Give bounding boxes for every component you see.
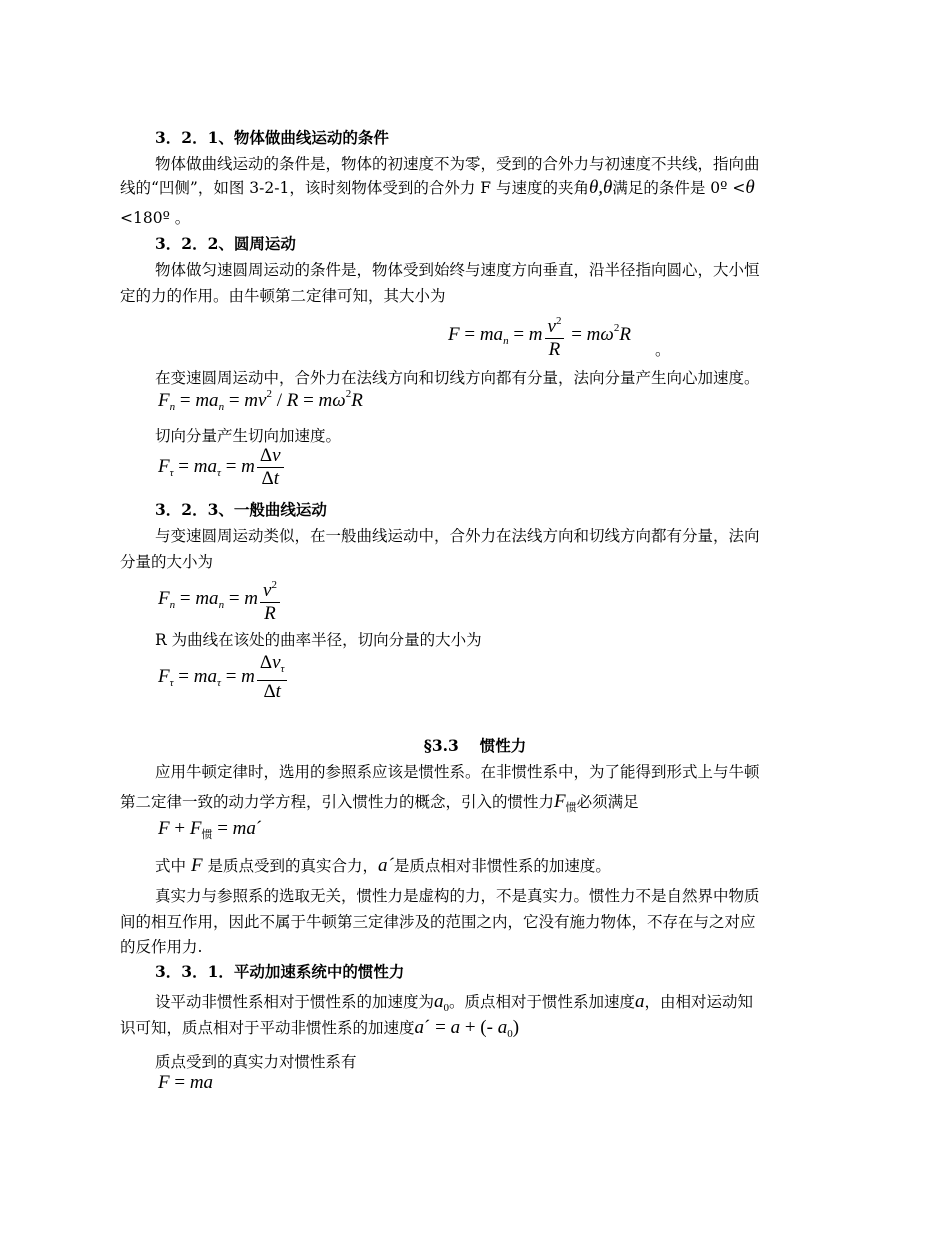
symbol-F: F bbox=[190, 855, 203, 876]
paragraph-line: 切向分量产生切向加速度。 bbox=[155, 427, 342, 445]
formula-normal-component: $F_n = ma_n = m$ $\frac{v^2}{R}$ bbox=[158, 574, 282, 625]
section-heading-3-2-1: 3．2．1、物体做曲线运动的条件 bbox=[155, 128, 389, 147]
period: 。 bbox=[655, 341, 671, 359]
text-run: 线的“凹侧”，如图 3-2-1，该时刻物体受到的合外力 F 与速度的夹角 bbox=[120, 179, 589, 197]
text-run: 设平动非惯性系相对于惯性系的加速度为 bbox=[155, 993, 435, 1011]
formula-relative-acceleration: a´ = a + (- $a_0$) bbox=[414, 1017, 520, 1040]
theta-symbol: θ bbox=[745, 177, 755, 198]
section-title-3-3: §3.3 惯性力 bbox=[423, 736, 527, 755]
text-run: 必须满足 bbox=[576, 793, 639, 811]
paragraph-line: 定的力的作用。由牛顿第二定律可知，其大小为 bbox=[120, 287, 446, 305]
paragraph-line: 与变速圆周运动类似，在一般曲线运动中，合外力在法线方向和切线方向都有分量，法向 bbox=[155, 527, 760, 545]
section-heading-3-2-2: 3．2．2、圆周运动 bbox=[155, 234, 296, 253]
paragraph-line: 在变速圆周运动中，合外力在法线方向和切线方向都有分量，法向分量产生向心加速度。 bbox=[155, 369, 760, 387]
paragraph-line bbox=[120, 790, 639, 815]
paragraph-line: 应用牛顿定律时，选用的参照系应该是惯性系。在非惯性系中，为了能得到形式上与牛顿 bbox=[155, 763, 760, 781]
text-run: 第二定律一致的动力学方程，引入惯性力的概念，引入的惯性力 bbox=[120, 793, 555, 811]
paragraph-line: R 为曲线在该处的曲率半径，切向分量的大小为 bbox=[155, 631, 482, 649]
theta-symbol: θ,θ bbox=[588, 177, 613, 198]
formula-tangential-force: $F_\tau = ma_\tau = m$ $\frac{\Delta v}{\Delta t}$ bbox=[158, 445, 286, 490]
paragraph-line: 的反作用力. bbox=[120, 938, 203, 956]
paragraph-line bbox=[120, 176, 755, 199]
text-run: 式中 bbox=[155, 857, 187, 875]
text-run: 。质点相对于惯性系加速度 bbox=[449, 993, 636, 1011]
section-heading-3-3-1: 3．3．1．平动加速系统中的惯性力 bbox=[155, 962, 405, 981]
text-run: 满足的条件是 0º < bbox=[612, 179, 746, 197]
paragraph-line bbox=[155, 990, 753, 1014]
paragraph-line bbox=[120, 1016, 519, 1040]
formula-centripetal-force: $F = ma_n = m$ $\frac{v^2}{R}$ = $m\omega^2R$ bbox=[448, 310, 631, 361]
text-run: ，由相对运动知 bbox=[644, 993, 754, 1011]
formula-newton-second-law: F = ma bbox=[158, 1072, 214, 1093]
paragraph-line: 间的相互作用，因此不属于牛顿第三定律涉及的范围之内，它没有施力物体，不存在与之对应 bbox=[120, 913, 756, 931]
section-heading-3-2-3: 3．2．3、一般曲线运动 bbox=[155, 500, 327, 519]
formula-normal-force: $F_n = ma_n = mv^2 / R = m\omega^2R$ bbox=[158, 388, 363, 413]
subscript: 0 bbox=[443, 1002, 450, 1014]
symbol-a: a bbox=[635, 991, 645, 1012]
paragraph-line: 物体做匀速圆周运动的条件是，物体受到始终与速度方向垂直，沿半径指向圆心，大小恒 bbox=[155, 261, 760, 279]
subscript: 惯 bbox=[565, 802, 577, 814]
paragraph-line: 质点受到的真实力对惯性系有 bbox=[155, 1053, 357, 1071]
symbol-a-prime: a´ bbox=[378, 855, 394, 876]
paragraph-line: <180º 。 bbox=[120, 209, 191, 227]
formula-tangential-component: $F_\tau = ma_\tau = m$ $\frac{\Delta v_\tau}{\Delta t}$ bbox=[158, 652, 289, 703]
text-run: 识可知，质点相对于平动非惯性系的加速度 bbox=[120, 1019, 415, 1037]
inertial-force-symbol: $F_惯$ bbox=[554, 791, 577, 814]
paragraph-line bbox=[155, 854, 611, 877]
paragraph-line: 分量的大小为 bbox=[120, 553, 214, 571]
formula-inertial-force: $F + F_惯$ = ma´ bbox=[158, 818, 263, 841]
symbol-a0 bbox=[434, 991, 449, 1012]
text-run: 是质点相对非惯性系的加速度。 bbox=[393, 857, 611, 875]
text-run: 是质点受到的真实合力， bbox=[207, 857, 379, 875]
symbol-a: a bbox=[434, 991, 444, 1012]
paragraph-line: 物体做曲线运动的条件是，物体的初速度不为零，受到的合外力与初速度不共线，指向曲 bbox=[155, 155, 760, 173]
paragraph-line: 真实力与参照系的选取无关，惯性力是虚构的力，不是真实力。惯性力不是自然界中物质 bbox=[155, 887, 760, 905]
